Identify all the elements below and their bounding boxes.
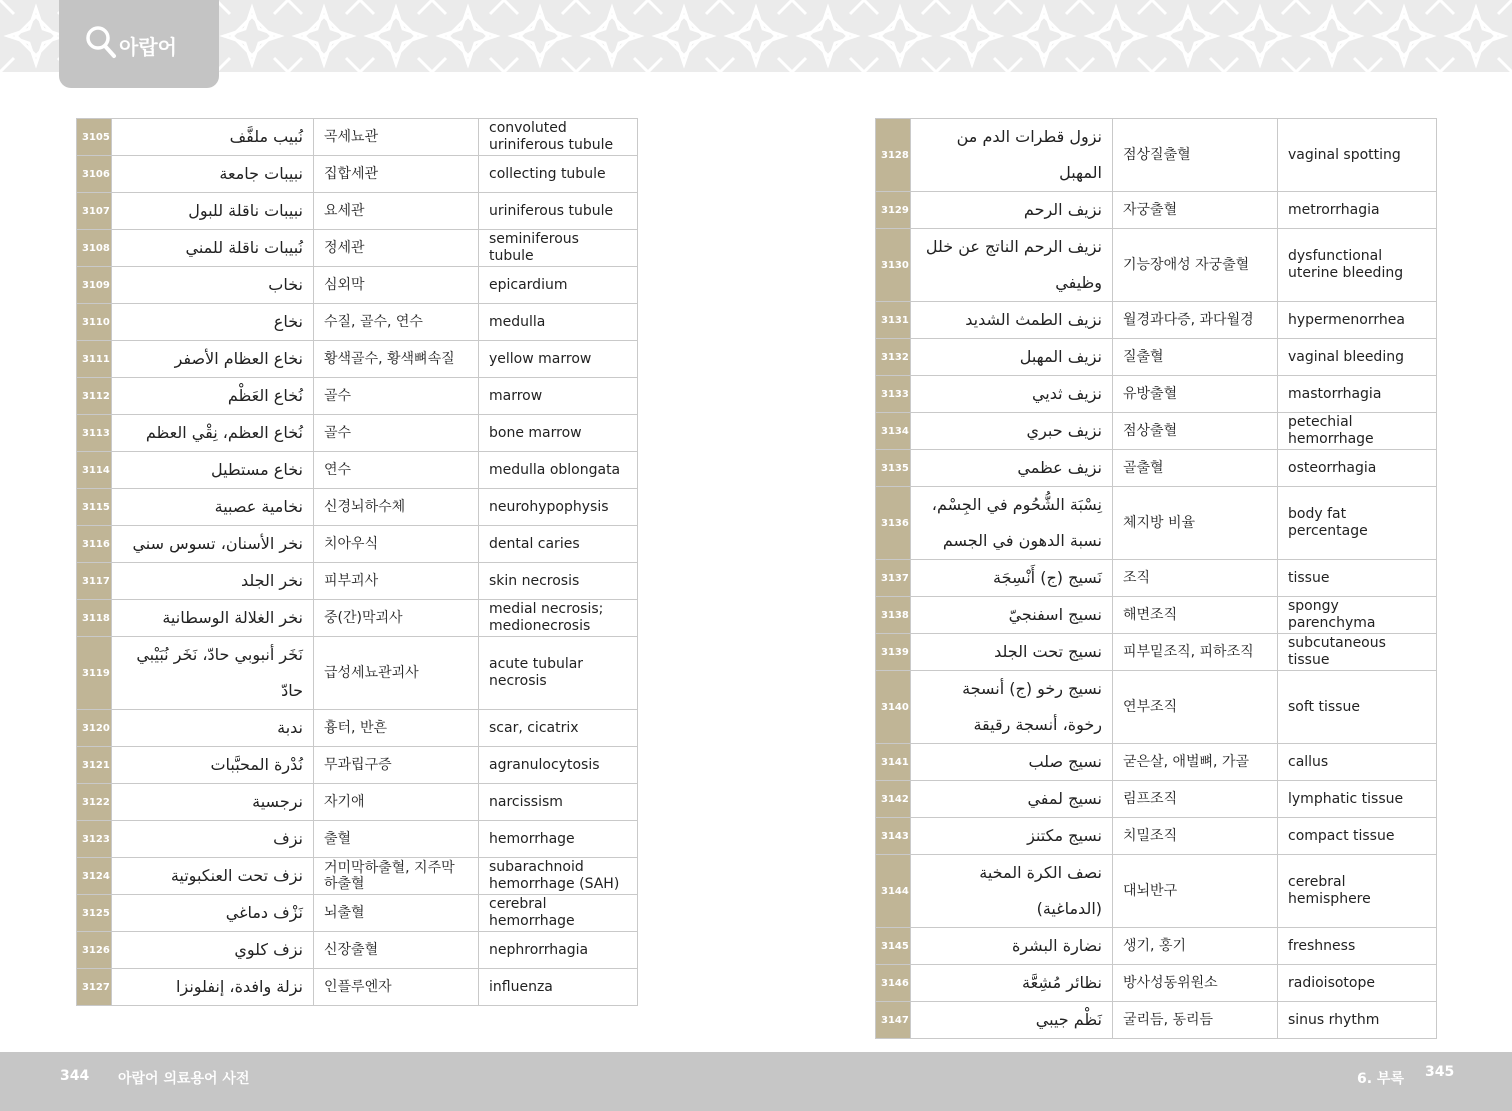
arabic-term: نبيبات جامعة (112, 156, 314, 193)
entry-number: 3119 (77, 637, 112, 710)
english-term: medulla oblongata (479, 452, 638, 489)
korean-term: 굴리듬, 동리듬 (1113, 1002, 1278, 1039)
table-row (876, 560, 1437, 597)
arabic-term: نِسْبَة الشُّحُوم في الجِسْم، نسبة الدهون في الجسم (911, 487, 1113, 560)
korean-term: 점상질출혈 (1113, 119, 1278, 192)
search-icon (85, 25, 117, 63)
arabic-term: نَظْم جيبي (911, 1002, 1113, 1039)
english-term: nephrorrhagia (479, 932, 638, 969)
entry-number: 3140 (876, 671, 911, 744)
table-row (876, 302, 1437, 339)
arabic-term: نسيج صلب (911, 744, 1113, 781)
english-term: collecting tubule (479, 156, 638, 193)
arabic-term: نزيف المهبل (911, 339, 1113, 376)
korean-term: 신경뇌하수체 (314, 489, 479, 526)
entry-number: 3143 (876, 818, 911, 855)
english-term: neurohypophysis (479, 489, 638, 526)
table-row (876, 192, 1437, 229)
korean-term: 유방출혈 (1113, 376, 1278, 413)
korean-term: 질출혈 (1113, 339, 1278, 376)
korean-term: 조직 (1113, 560, 1278, 597)
entry-number: 3145 (876, 928, 911, 965)
table-row (876, 855, 1437, 928)
english-term: narcissism (479, 784, 638, 821)
english-term: compact tissue (1278, 818, 1437, 855)
left-dictionary-table (76, 118, 638, 1006)
entry-number: 3147 (876, 1002, 911, 1039)
korean-term: 피부괴사 (314, 563, 479, 600)
entry-number: 3122 (77, 784, 112, 821)
arabic-term: نزيف الرحم (911, 192, 1113, 229)
entry-number: 3125 (77, 895, 112, 932)
table-row (876, 597, 1437, 634)
arabic-term: نزيف ثديي (911, 376, 1113, 413)
arabic-term: نزف (112, 821, 314, 858)
english-term: sinus rhythm (1278, 1002, 1437, 1039)
entry-number: 3128 (876, 119, 911, 192)
english-term: influenza (479, 969, 638, 1006)
table-row (77, 969, 638, 1006)
arabic-term: نخاع مستطيل (112, 452, 314, 489)
entry-number: 3134 (876, 413, 911, 450)
table-row (77, 710, 638, 747)
korean-term: 요세관 (314, 193, 479, 230)
korean-term: 연수 (314, 452, 479, 489)
table-row (77, 563, 638, 600)
arabic-term: نُخاع العظم، نِقْي العظم (112, 415, 314, 452)
arabic-term: نزول قطرات الدم من المهبل (911, 119, 1113, 192)
entry-number: 3126 (77, 932, 112, 969)
korean-term: 방사성동위원소 (1113, 965, 1278, 1002)
english-term: acute tubular necrosis (479, 637, 638, 710)
table-row (77, 858, 638, 895)
arabic-term: نزلة وافدة، إنفلونزا (112, 969, 314, 1006)
entry-number: 3114 (77, 452, 112, 489)
right-dictionary-table (875, 118, 1437, 1039)
english-term: petechial hemorrhage (1278, 413, 1437, 450)
korean-term: 심외막 (314, 267, 479, 304)
table-row (876, 928, 1437, 965)
page-footer (0, 1052, 1512, 1111)
entry-number: 3115 (77, 489, 112, 526)
table-row (77, 304, 638, 341)
korean-term: 정세관 (314, 230, 479, 267)
table-row (77, 895, 638, 932)
korean-term: 월경과다증, 과다월경 (1113, 302, 1278, 339)
entry-number: 3112 (77, 378, 112, 415)
arabic-term: نَخَر أنبوبي حادّ، نَخَر نُبَيْبي حادّ (112, 637, 314, 710)
language-tab (59, 0, 219, 88)
arabic-term: نسيج تحت الجلد (911, 634, 1113, 671)
english-term: medulla (479, 304, 638, 341)
entry-number: 3116 (77, 526, 112, 563)
table-row (77, 119, 638, 156)
entry-number: 3133 (876, 376, 911, 413)
arabic-term: نزيف حبري (911, 413, 1113, 450)
korean-term: 연부조직 (1113, 671, 1278, 744)
table-row (876, 413, 1437, 450)
arabic-term: نصف الكرة المخية (الدماغية) (911, 855, 1113, 928)
english-term: tissue (1278, 560, 1437, 597)
arabic-term: نُبيب ملفَّف (112, 119, 314, 156)
arabic-term: نرجسية (112, 784, 314, 821)
table-row (77, 932, 638, 969)
arabic-term: نخاع العظام الأصفر (112, 341, 314, 378)
english-term: cerebral hemorrhage (479, 895, 638, 932)
table-row (77, 784, 638, 821)
right-page-number: 345 (1425, 1064, 1455, 1080)
arabic-term: نظائر مُشِعَّة (911, 965, 1113, 1002)
decorative-pattern-banner (0, 0, 1512, 72)
entry-number: 3111 (77, 341, 112, 378)
english-term: vaginal spotting (1278, 119, 1437, 192)
entry-number: 3107 (77, 193, 112, 230)
entry-number: 3117 (77, 563, 112, 600)
korean-term: 중(간)막괴사 (314, 600, 479, 637)
arabic-term: نزف كلوي (112, 932, 314, 969)
entry-number: 3142 (876, 781, 911, 818)
arabic-term: نُدْرة المحبَّبات (112, 747, 314, 784)
arabic-term: نزف تحت العنكبوتية (112, 858, 314, 895)
table-row (876, 781, 1437, 818)
table-row (77, 156, 638, 193)
entry-number: 3121 (77, 747, 112, 784)
entry-number: 3139 (876, 634, 911, 671)
korean-term: 자궁출혈 (1113, 192, 1278, 229)
left-page-number: 344 (60, 1068, 90, 1084)
english-term: subarachnoid hemorrhage (SAH) (479, 858, 638, 895)
table-row (77, 821, 638, 858)
section-title: 6. 부록 (1357, 1071, 1404, 1087)
entry-number: 3141 (876, 744, 911, 781)
entry-number: 3144 (876, 855, 911, 928)
english-term: medial necrosis; medionecrosis (479, 600, 638, 637)
english-term: cerebral hemisphere (1278, 855, 1437, 928)
table-row (876, 339, 1437, 376)
entry-number: 3108 (77, 230, 112, 267)
english-term: lymphatic tissue (1278, 781, 1437, 818)
arabic-term: نضارة البشرة (911, 928, 1113, 965)
korean-term: 해면조직 (1113, 597, 1278, 634)
english-term: marrow (479, 378, 638, 415)
arabic-term: نخاب (112, 267, 314, 304)
korean-term: 자기애 (314, 784, 479, 821)
korean-term: 치아우식 (314, 526, 479, 563)
arabic-term: ندبة (112, 710, 314, 747)
korean-term: 흉터, 반흔 (314, 710, 479, 747)
entry-number: 3127 (77, 969, 112, 1006)
korean-term: 뇌출혈 (314, 895, 479, 932)
english-term: metrorrhagia (1278, 192, 1437, 229)
table-row (77, 341, 638, 378)
english-term: hemorrhage (479, 821, 638, 858)
korean-term: 굳은살, 애벌뼈, 가골 (1113, 744, 1278, 781)
korean-term: 기능장애성 자궁출혈 (1113, 229, 1278, 302)
korean-term: 출혈 (314, 821, 479, 858)
arabic-term: نخر الجلد (112, 563, 314, 600)
english-term: skin necrosis (479, 563, 638, 600)
english-term: mastorrhagia (1278, 376, 1437, 413)
korean-term: 체지방 비율 (1113, 487, 1278, 560)
arabic-term: نسيج رخو (ج) أنسجة رخوة، أنسجة رقيقة (911, 671, 1113, 744)
arabic-term: نزيف عظمي (911, 450, 1113, 487)
english-term: osteorrhagia (1278, 450, 1437, 487)
korean-term: 무과립구증 (314, 747, 479, 784)
table-row (876, 450, 1437, 487)
table-row (77, 489, 638, 526)
korean-term: 치밀조직 (1113, 818, 1278, 855)
english-term: callus (1278, 744, 1437, 781)
english-term: spongy parenchyma (1278, 597, 1437, 634)
english-term: radioisotope (1278, 965, 1437, 1002)
arabic-term: نزيف الرحم الناتج عن خلل وظيفي (911, 229, 1113, 302)
korean-term: 거미막하출혈, 지주막하출혈 (314, 858, 479, 895)
entry-number: 3124 (77, 858, 112, 895)
english-term: yellow marrow (479, 341, 638, 378)
arabic-term: نُبيبات ناقلة للمني (112, 230, 314, 267)
entry-number: 3130 (876, 229, 911, 302)
table-row (77, 378, 638, 415)
english-term: freshness (1278, 928, 1437, 965)
table-row (77, 267, 638, 304)
entry-number: 3138 (876, 597, 911, 634)
book-title: 아랍어 의료용어 사전 (118, 1071, 250, 1087)
entry-number: 3131 (876, 302, 911, 339)
entry-number: 3105 (77, 119, 112, 156)
table-row (876, 119, 1437, 192)
korean-term: 신장출혈 (314, 932, 479, 969)
entry-number: 3132 (876, 339, 911, 376)
korean-term: 생기, 홍기 (1113, 928, 1278, 965)
entry-number: 3106 (77, 156, 112, 193)
entry-number: 3110 (77, 304, 112, 341)
english-term: hypermenorrhea (1278, 302, 1437, 339)
table-row (876, 744, 1437, 781)
entry-number: 3135 (876, 450, 911, 487)
table-row (77, 637, 638, 710)
korean-term: 집합세관 (314, 156, 479, 193)
arabic-term: نخر الأسنان، تسوس سني (112, 526, 314, 563)
english-term: subcutaneous tissue (1278, 634, 1437, 671)
table-row (77, 526, 638, 563)
entry-number: 3136 (876, 487, 911, 560)
korean-term: 피부밑조직, 피하조직 (1113, 634, 1278, 671)
arabic-term: نخر الغلالة الوسطانية (112, 600, 314, 637)
table-row (876, 229, 1437, 302)
table-row (876, 818, 1437, 855)
entry-number: 3129 (876, 192, 911, 229)
korean-term: 인플루엔자 (314, 969, 479, 1006)
table-row (876, 1002, 1437, 1039)
entry-number: 3123 (77, 821, 112, 858)
arabic-term: نسيج اسفنجيّ (911, 597, 1113, 634)
english-term: agranulocytosis (479, 747, 638, 784)
arabic-term: نَسيج (ج) أَنْسِجَة (911, 560, 1113, 597)
korean-term: 황색골수, 황색뼈속질 (314, 341, 479, 378)
table-row (77, 600, 638, 637)
table-row (876, 671, 1437, 744)
english-term: bone marrow (479, 415, 638, 452)
table-row (77, 230, 638, 267)
korean-term: 곡세뇨관 (314, 119, 479, 156)
table-row (876, 634, 1437, 671)
arabic-term: نبيبات ناقلة للبول (112, 193, 314, 230)
entry-number: 3137 (876, 560, 911, 597)
korean-term: 급성세뇨관괴사 (314, 637, 479, 710)
arabic-term: نسيج لمفي (911, 781, 1113, 818)
korean-term: 골수 (314, 378, 479, 415)
english-term: seminiferous tubule (479, 230, 638, 267)
arabic-term: نزيف الطمث الشديد (911, 302, 1113, 339)
english-term: scar, cicatrix (479, 710, 638, 747)
korean-term: 점상출혈 (1113, 413, 1278, 450)
arabic-term: نَزْف دماغي (112, 895, 314, 932)
arabic-term: نخامية عصبية (112, 489, 314, 526)
table-row (77, 193, 638, 230)
arabic-term: نسيج مكتنز (911, 818, 1113, 855)
korean-term: 수질, 골수, 연수 (314, 304, 479, 341)
english-term: body fat percentage (1278, 487, 1437, 560)
english-term: convoluted uriniferous tubule (479, 119, 638, 156)
english-term: dental caries (479, 526, 638, 563)
table-row (77, 415, 638, 452)
entry-number: 3120 (77, 710, 112, 747)
english-term: soft tissue (1278, 671, 1437, 744)
language-title: 아랍어 (119, 34, 177, 59)
english-term: uriniferous tubule (479, 193, 638, 230)
english-term: vaginal bleeding (1278, 339, 1437, 376)
korean-term: 대뇌반구 (1113, 855, 1278, 928)
korean-term: 골수 (314, 415, 479, 452)
entry-number: 3113 (77, 415, 112, 452)
table-row (876, 376, 1437, 413)
entry-number: 3109 (77, 267, 112, 304)
arabic-term: نُخاع العَظْم (112, 378, 314, 415)
table-row (77, 452, 638, 489)
english-term: dysfunctional uterine bleeding (1278, 229, 1437, 302)
table-row (876, 487, 1437, 560)
arabic-term: نخاع (112, 304, 314, 341)
table-row (77, 747, 638, 784)
table-row (876, 965, 1437, 1002)
korean-term: 골출혈 (1113, 450, 1278, 487)
korean-term: 림프조직 (1113, 781, 1278, 818)
entry-number: 3146 (876, 965, 911, 1002)
english-term: epicardium (479, 267, 638, 304)
entry-number: 3118 (77, 600, 112, 637)
